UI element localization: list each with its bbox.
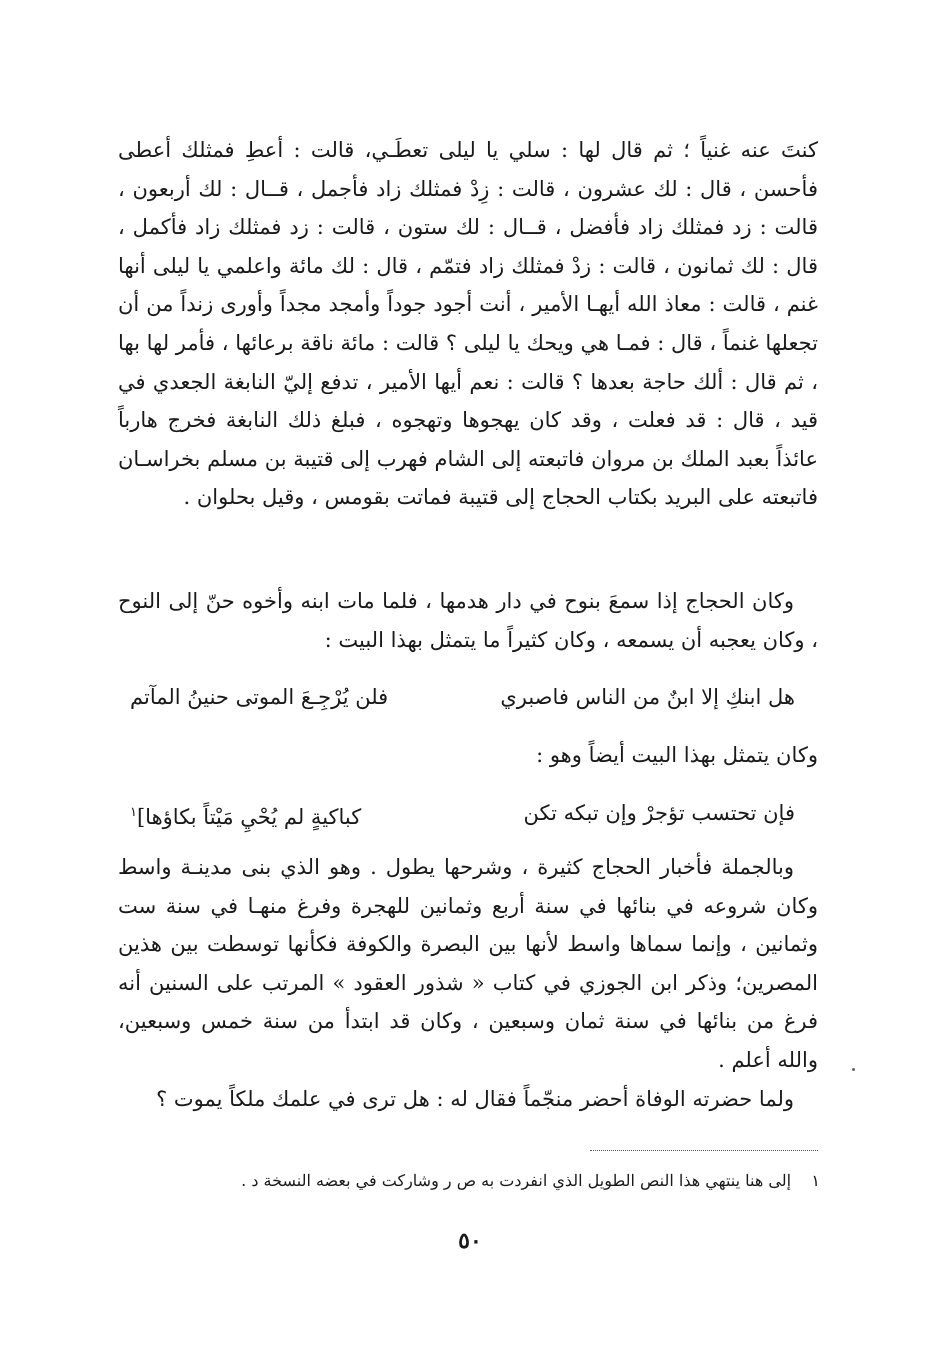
verse-2-first-hemistich: فإن تحتسب تؤجرْ وإن تبكه تكن: [523, 801, 795, 825]
verse-1-first-hemistich: هل ابنكِ إلا ابنٌ من الناس فاصبري: [500, 685, 795, 709]
verse-2-intro: وكان يتمثل بهذا البيت أيضاً وهو :: [536, 743, 818, 767]
footnote-marker-inline: ١: [130, 805, 137, 820]
paragraph-1: كنتَ عنه غنياً ؛ ثم قال لها : سلي يا ليلى تعطَـي، قالت : أعطِ فمثلك أعطى فأحسن ، قال : لك عشرون ، قالت : زِدْ فمثلك زاد فأجمل ، قــال : لك أربعون ، قالت : زد فمثلك زاد فأفضل ، قــال : لك ستون ، قالت : زد فمثلك زاد فأكمل ، قال : لك ثمانون ، قالت : زدْ فمثلك زاد فتمّم ، قال : لك مائة واعلمي يا ليلى أنها غنم ، قالت : معاذ الله أيهـا الأمير ، أنت أجود جوداً وأمجد مجداً وأورى زنداً من أن تجعلها غنماً ، قال : فمـا هي ويحك يا ليلى ؟ قالت : مائة ناقة برعائها ، فأمر لها بها ، ثم قال : ألك حاجة بعدها ؟ قالت : نعم أيها الأمير ، تدفع إليّ النابغة الجعدي في قيد ، قال : قد فعلت ، وقد كان يهجوها وتهجوه ، فبلغ ذلك النابغة فخرج هارباً عائذاً بعبد الملك بن مروان فاتبعته إلى الشام فهرب إلى قتيبة بن مسلم بخراسـان فاتبعته على البريد بكتاب الحجاج إلى قتيبة فماتت بقومس ، وقيل بحلوان .: [118, 138, 818, 510]
page-number: ٥٠: [458, 1228, 482, 1254]
verse-2-second-hemistich-wrap: [130, 794, 361, 836]
footnote: [140, 1168, 820, 1194]
paragraph-4: ولما حضرته الوفاة أحضر منجّماً فقال له : هل ترى في علمك ملكاً يموت ؟: [156, 1086, 794, 1111]
main-text-bottom: [118, 848, 818, 1118]
main-text-middle: [118, 582, 818, 659]
paragraph-3: وبالجملة فأخبار الحجاج كثيرة ، وشرحها يطول . وهو الذي بنى مدينـة واسط وكان شروعه في بنائها في سنة أربع وثمانين للهجرة وفرغ منهـا في سنة ست وثمانين ، وإنما سماها واسط لأنها بين البصرة والكوفة فكأنها توسطت بين هذين المصرين؛ وذكر ابن الجوزي في كتاب « شذور العقود » المرتب على السنين أنه فرغ من بنائها في سنة ثمان وسبعين ، وكان قد ابتدأ من سنة خمس وسبعين، والله أعلم .: [118, 855, 818, 1072]
verse-1-second-hemistich: فلن يُرْجِـعَ الموتى حنينُ المآتم: [130, 685, 389, 709]
footnote-separator: [590, 1150, 818, 1151]
footnote-text: إلى هنا ينتهي هذا النص الطويل الذي انفردت به ص ر وشاركت في بعضه النسخة د .: [241, 1171, 792, 1190]
paragraph-2: وكان الحجاج إذا سمعَ بنوح في دار هدمها ، فلما مات ابنه وأخوه حنّ إلى النوح ، وكان يعجبه أن يسمعه ، وكان كثيراً ما يتمثل بهذا البيت :: [118, 589, 818, 652]
scan-speck: [852, 1068, 855, 1071]
verse-2-second-hemistich: كباكيةٍ لم يُحْيِ مَيْتاً بكاؤها]: [136, 805, 362, 829]
main-text-top: [118, 131, 818, 517]
verse-1: [130, 678, 795, 716]
footnote-marker: ١: [811, 1171, 820, 1190]
verse-2: [130, 794, 795, 836]
